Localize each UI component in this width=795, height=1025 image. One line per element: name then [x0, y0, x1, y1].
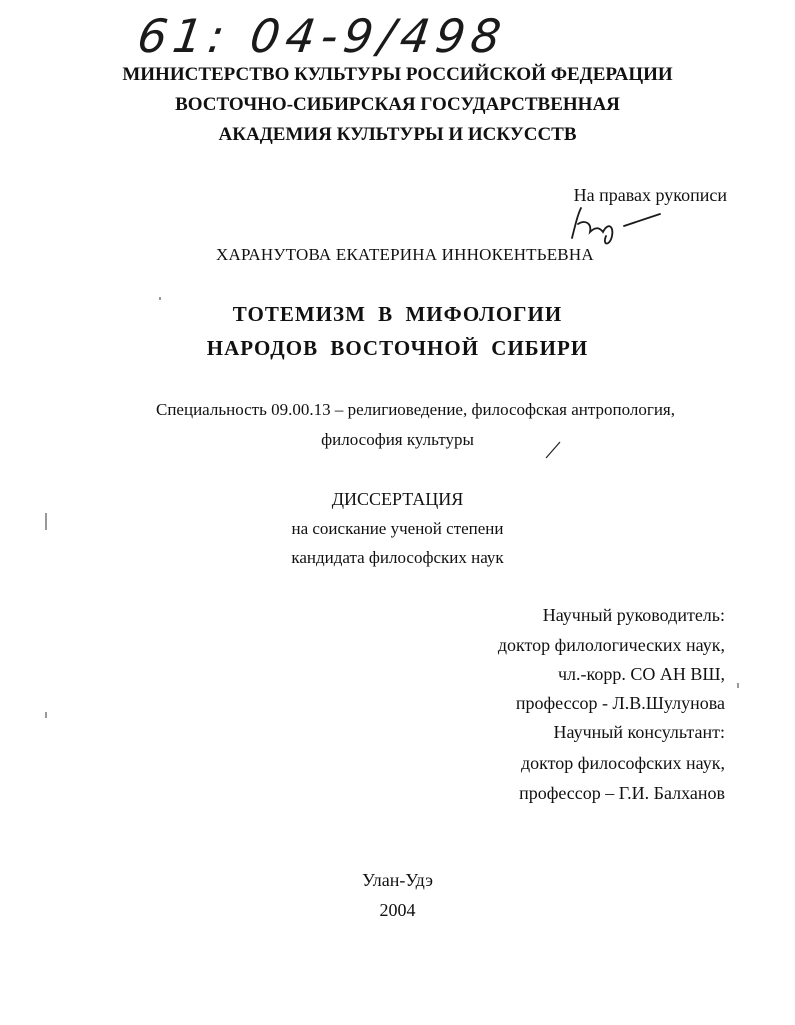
specialty-line-1: Специальность 09.00.13 – религиоведение, философская антропология,	[155, 400, 675, 419]
academy-line-1: ВОСТОЧНО-СИБИРСКАЯ ГОСУДАРСТВЕННАЯ	[175, 94, 620, 115]
degree-line-2: кандидата философских наук	[291, 548, 504, 567]
consultant-degree: доктор философских наук,	[521, 753, 725, 773]
academy-line-2: АКАДЕМИЯ КУЛЬТУРЫ И ИСКУССТВ	[218, 124, 577, 145]
city: Улан-Удэ	[362, 870, 433, 890]
specialty-line-2: философия культуры	[321, 430, 474, 449]
year: 2004	[379, 900, 416, 920]
author-name: ХАРАНУТОВА ЕКАТЕРИНА ИННОКЕНТЬЕВНА	[216, 245, 594, 264]
dissertation-heading: ДИССЕРТАЦИЯ	[331, 489, 464, 509]
degree-line-1: на соискание ученой степени	[291, 519, 504, 538]
manuscript-rights: На правах рукописи	[573, 185, 727, 205]
consultant-name: профессор – Г.И. Балханов	[519, 783, 725, 803]
ministry-line: МИНИСТЕРСТВО КУЛЬТУРЫ РОССИЙСКОЙ ФЕДЕРАЦИИ	[122, 64, 673, 85]
supervisor-name: профессор - Л.В.Шулунова	[515, 693, 725, 713]
supervisor-membership: чл.-корр. СО АН ВШ,	[557, 664, 725, 684]
thesis-title-line-2: НАРОДОВ ВОСТОЧНОЙ СИБИРИ	[206, 336, 589, 360]
handwritten-archive-number: 61: 04-9/498	[134, 9, 511, 63]
supervisor-degree: доктор филологических наук,	[497, 635, 725, 655]
supervisor-label: Научный руководитель:	[542, 605, 725, 625]
consultant-label: Научный консультант:	[553, 722, 725, 742]
thesis-title-line-1: ТОТЕМИЗМ В МИФОЛОГИИ	[232, 302, 563, 326]
